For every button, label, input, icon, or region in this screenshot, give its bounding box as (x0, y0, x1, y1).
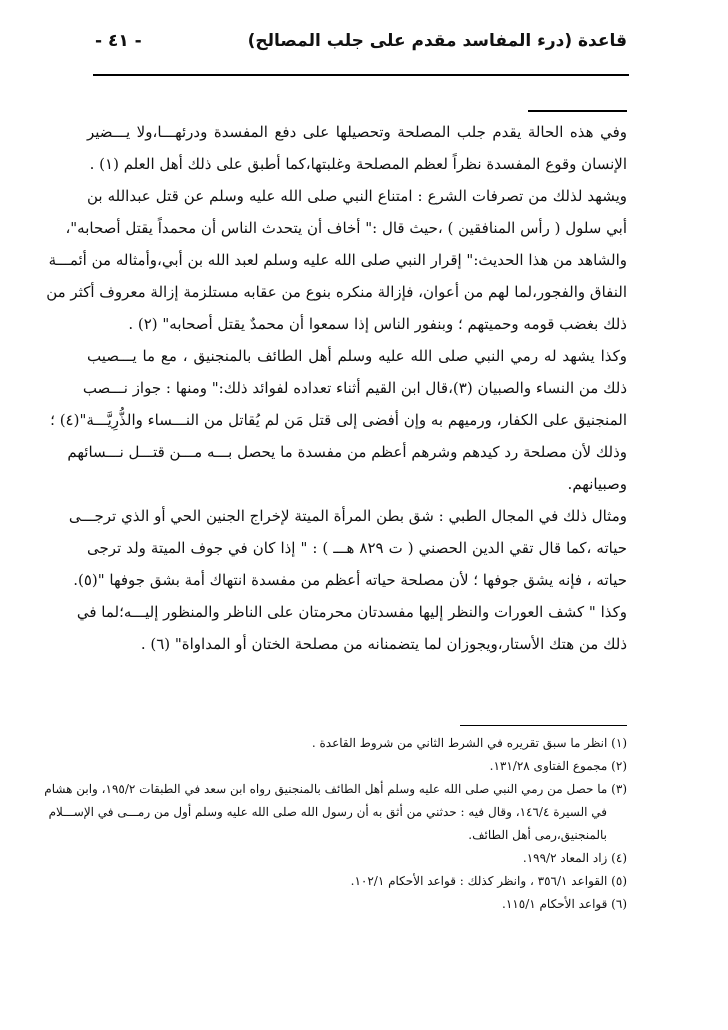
body-line: والشاهد من هذا الحديث:" إقرار النبي صلى الله عليه وسلم لعبد الله بن أبي،وأمثاله من أئمـــة (48, 251, 627, 269)
body-line: حياته ،كما قال تقي الدين الحصني ( ت ٨٢٩ هـــ ) : " إذا كان في جوف الميتة ولد ترجى (87, 539, 627, 557)
footnote-line: (٣) ما حصل من رمي النبي صلى الله عليه وسلم أهل الطائف بالمنجنيق رواه ابن سعد في الطبقات ١٩٥/٢، وابن هشام (44, 782, 627, 796)
header-divider (93, 74, 629, 76)
body-line: ومثال ذلك في المجال الطبي : شق بطن المرأة الميتة لإخراج الجنين الحي أو الذي ترجـــى (68, 507, 627, 525)
footnote-line: (٢) مجموع الفتاوى ١٣١/٢٨. (489, 759, 627, 773)
body-line: النفاق والفجور،لما لهم من أعوان، فإزالة منكره بنوع من عقابه مستلزمة إزالة معروف أكثر من (46, 283, 627, 301)
body-line: وصبيانهم. (567, 475, 627, 493)
body-text (46, 116, 627, 660)
body-line: ويشهد لذلك من تصرفات الشرع : امتناع النبي صلى الله عليه وسلم عن قتل عبدالله بن (87, 187, 627, 205)
body-line: حياته ، فإنه يشق جوفها ؛ لأن مصلحة حياته أعظم من مفسدة انتهاك أمة بشق جوفها "(٥). (73, 571, 627, 589)
body-line: ذلك من النساء والصبيان (٣)،قال ابن القيم أثناء تعداده لفوائد ذلك:" ومنها : جواز نـــصب (82, 379, 627, 397)
body-line: وفي هذه الحالة يقدم جلب المصلحة وتحصيلها على دفع المفسدة ودرئهـــا،ولا يـــضير (87, 123, 627, 141)
footnote-divider (460, 725, 627, 726)
footnote-line: في السيرة ١٤٦/٤، وقال فيه : حدثني من أثق به أن رسول الله صلى الله عليه وسلم أول من رمـــى في الإســـلام (48, 805, 607, 819)
footnote-line: (٦) قواعد الأحكام ١١٥/١. (502, 897, 627, 911)
footnotes (44, 732, 627, 916)
body-line: ذلك من هتك الأستار،ويجوزان لما يتضمنانه من مصلحة الختان أو المداواة" (٦) . (140, 635, 627, 653)
body-line: أبي سلول ( رأس المنافقين ) ،حيث قال :" أخاف أن يتحدث الناس أن محمداً يقتل أصحابه"، (65, 219, 627, 237)
footnote-line: (١) انظر ما سبق تقريره في الشرط الثاني من شروط القاعدة . (311, 736, 627, 750)
body-line: الإنسان وقوع المفسدة نظراً لعظم المصلحة وغلبتها،كما أطبق على ذلك أهل العلم (١) . (89, 155, 627, 173)
body-line: ذلك بغضب قومه وحميتهم ؛ وبنفور الناس إذا سمعوا أن محمدٌ يقتل أصحابه" (٢) . (128, 315, 627, 333)
body-line: وذلك لأن مصلحة رد كيدهم وشرهم أعظم من مفسدة ما يحصل بـــه مـــن قتـــل نـــسائهم (67, 443, 627, 461)
page-number: - ٤١ - (95, 31, 142, 51)
header-title: قاعدة (درء المفاسد مقدم على جلب المصالح) (247, 31, 627, 51)
footnote-line: (٥) القواعد ٣٥٦/١ ، وانظر كذلك : قواعد الأحكام ١٠٢/١. (350, 874, 627, 888)
body-line: وكذا " كشف العورات والنظر إليها مفسدتان محرمتان على الناظر والمنظور إليـــه؛لما في (76, 603, 627, 621)
footnote-line: (٤) زاد المعاد ١٩٩/٢. (522, 851, 627, 865)
page-header (95, 24, 627, 58)
section-divider (528, 110, 627, 112)
footnote-line: بالمنجنيق،رمى أهل الطائف. (468, 828, 607, 842)
body-line: وكذا يشهد له رمي النبي صلى الله عليه وسلم أهل الطائف بالمنجنيق ، مع ما يـــصيب (87, 347, 627, 365)
body-line: المنجنيق على الكفار، ورميهم به وإن أفضى إلى قتل مَن لم يُقاتل من النـــساء والذُّرِيَّـــة"(٤) ؛ (50, 411, 627, 429)
